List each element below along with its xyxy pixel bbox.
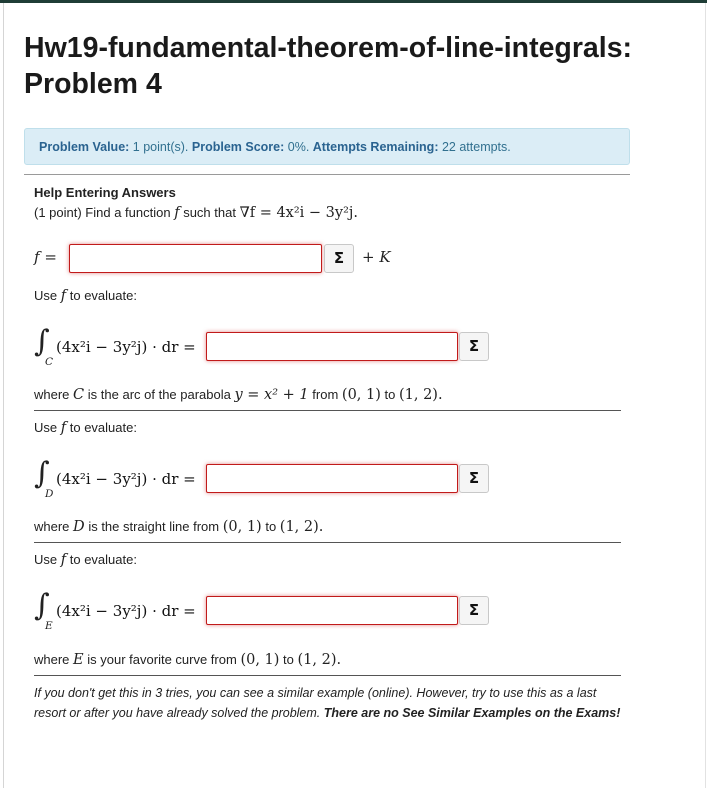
end-point: (1, 2). xyxy=(398,387,443,403)
start-point: (0, 1) xyxy=(341,387,381,403)
use-suffix: to evaluate: xyxy=(69,552,137,567)
integrand-3: (4x²i − 3y²j) · dr = xyxy=(56,602,196,620)
where-mid: is your favorite curve from xyxy=(87,652,237,667)
note-bold: There are no See Similar Examples on the Exams! xyxy=(323,706,621,720)
help-entering-answers-link[interactable]: Help Entering Answers xyxy=(34,185,176,200)
use-prefix: Use xyxy=(34,552,58,567)
where-prefix: where xyxy=(34,387,70,402)
problem-value-label: Problem Value: xyxy=(39,140,130,154)
where-prefix: where xyxy=(34,519,70,534)
right-border xyxy=(705,3,706,788)
intro-f: f xyxy=(174,205,180,221)
problem-status-box xyxy=(24,128,630,165)
f-equals-label: f = xyxy=(34,248,57,266)
use-f-instruction-3 xyxy=(34,552,137,568)
top-border xyxy=(0,0,707,3)
integral-subscript-c: C xyxy=(45,356,54,368)
start-point: (0, 1) xyxy=(240,652,280,668)
use-f-instruction-1 xyxy=(34,288,137,304)
integral-sign-icon: ∫ xyxy=(34,324,50,359)
use-suffix: to evaluate: xyxy=(69,420,137,435)
part-divider-3 xyxy=(34,675,621,676)
part-divider-2 xyxy=(34,542,621,543)
curve-name: C xyxy=(73,387,85,403)
left-border xyxy=(3,3,4,788)
where-prefix: where xyxy=(34,652,70,667)
part-divider-1 xyxy=(34,410,621,411)
integrand-2: (4x²i − 3y²j) · dr = xyxy=(56,470,196,488)
problem-score-label: Problem Score: xyxy=(191,140,285,154)
problem-score: 0%. xyxy=(287,140,310,154)
curve-name: D xyxy=(73,519,85,535)
curve-e-description xyxy=(34,652,341,668)
integral-d-answer-input[interactable] xyxy=(206,464,458,493)
integral-c-answer-input[interactable] xyxy=(206,332,458,361)
integral-subscript-d: D xyxy=(45,488,54,500)
gradient-expression: ∇f = 4x²i − 3y²j. xyxy=(239,205,359,221)
integral-c-equation-editor-icon[interactable]: Σ xyxy=(459,332,489,361)
plus-k-label: + K xyxy=(362,248,391,266)
problem-value: 1 point(s). xyxy=(132,140,189,154)
to-word: to xyxy=(283,652,294,667)
intro-middle: such that xyxy=(183,205,236,220)
integral-sign-icon: ∫ xyxy=(34,588,50,623)
integral-d-equation-editor-icon[interactable]: Σ xyxy=(459,464,489,493)
integral-sign-icon: ∫ xyxy=(34,456,50,491)
to-word: to xyxy=(384,387,396,402)
from-word: from xyxy=(312,387,339,402)
attempts-remaining: 22 attempts. xyxy=(441,140,511,154)
curve-c-description xyxy=(34,387,443,403)
attempts-remaining-label: Attempts Remaining: xyxy=(312,140,439,154)
f-equation-editor-icon[interactable]: Σ xyxy=(324,244,354,273)
where-mid: is the arc of the parabola xyxy=(87,387,231,402)
end-point: (1, 2). xyxy=(297,652,342,668)
use-prefix: Use xyxy=(34,288,58,303)
curve-name: E xyxy=(73,652,84,668)
integral-e-equation-editor-icon[interactable]: Σ xyxy=(459,596,489,625)
problem-intro xyxy=(34,205,358,221)
end-point: (1, 2). xyxy=(279,519,324,535)
use-f-instruction-2 xyxy=(34,420,137,436)
parabola-expression: y = x² + 1 xyxy=(234,387,309,403)
to-word: to xyxy=(265,519,277,534)
similar-example-note xyxy=(34,683,624,723)
note-italic: If you don't get this in 3 tries, you can see a similar example (online). However, try to use this as a last resort or after you have already solved the problem. xyxy=(34,686,597,720)
curve-d-description xyxy=(34,519,323,535)
integral-subscript-e: E xyxy=(45,620,53,632)
integrand-1: (4x²i − 3y²j) · dr = xyxy=(56,338,196,356)
use-f: f xyxy=(60,420,67,436)
intro-prefix: (1 point) Find a function xyxy=(34,205,171,220)
page-title: Hw19-fundamental-theorem-of-line-integrals: Problem 4 xyxy=(24,32,633,100)
use-f: f xyxy=(60,288,67,304)
divider xyxy=(24,174,630,175)
f-answer-input[interactable] xyxy=(69,244,322,273)
start-point: (0, 1) xyxy=(222,519,262,535)
use-f: f xyxy=(60,552,67,568)
where-mid: is the straight line from xyxy=(88,519,220,534)
use-prefix: Use xyxy=(34,420,58,435)
integral-e-answer-input[interactable] xyxy=(206,596,458,625)
use-suffix: to evaluate: xyxy=(69,288,137,303)
